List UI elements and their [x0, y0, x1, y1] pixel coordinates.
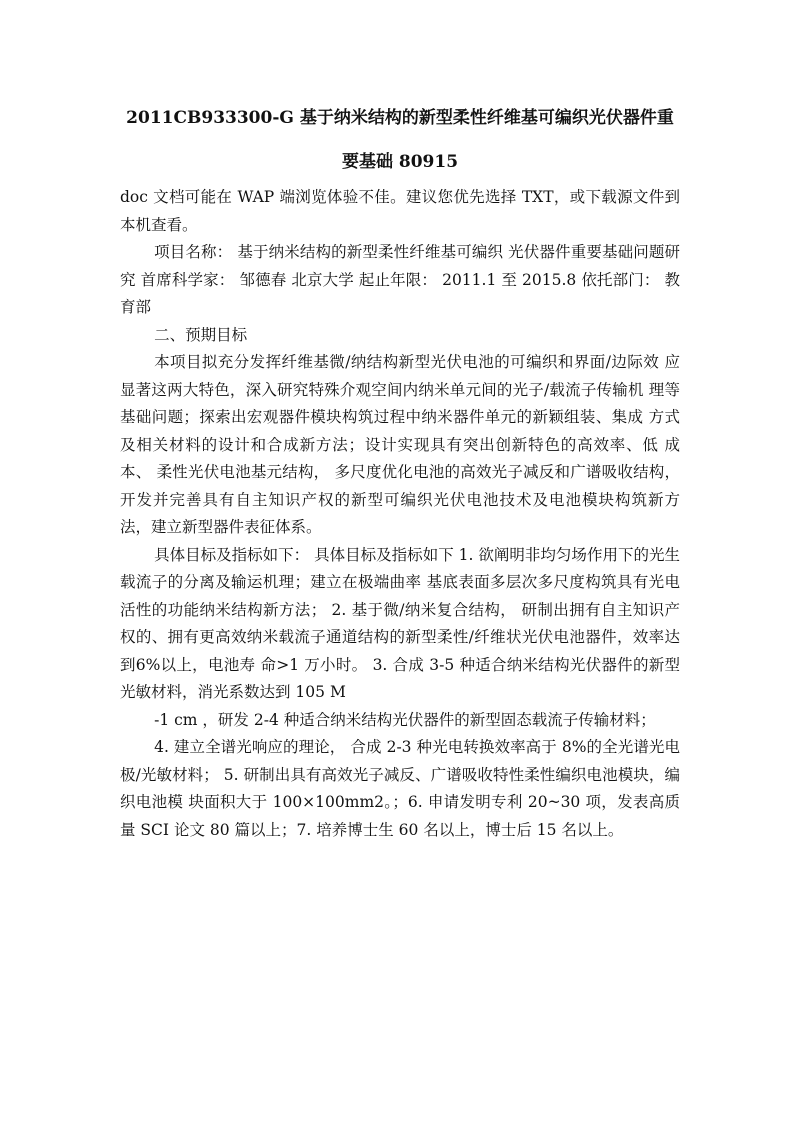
section-heading: 二、预期目标: [154, 325, 248, 344]
document-title-line-1: 2011CB933300-G 基于纳米结构的新型柔性纤维基可编织光伏器件重: [126, 108, 674, 128]
goal-paragraph: 本项目拟充分发挥纤维基微/纳结构新型光伏电池的可编织和界面/边际效 应显著这两大特色，深入研究特殊介观空间内纳米单元间的光子/载流子传输机 理等基础问题；探索出宏观器件模块构筑过程中纳米器件单元的新颖组装、集成 方式及相关材料的设计和合成新方法；设计实现具有突出创新特色的高效率、低 成本、 柔性光伏电池基元结构， 多尺度优化电池的高效光子减反和广谱吸收结构， 开发并完善具有自主知识产权的新型可编织光伏电池技术及电池模块构筑新方 法，建立新型器件表征体系。: [120, 353, 680, 536]
document-title-line-2: 要基础 80915: [341, 152, 459, 172]
document-page: [120, 96, 680, 844]
final-paragraph: 4. 建立全谱光响应的理论， 合成 2-3 种光电转换效率高于 8%的全光谱光电极/光敏材料； 5. 研制出具有高效光子减反、广谱吸收特性柔性编织电池模块，编织电池模 块面积大于 100×100mm2。；6. 申请发明专利 20~30 项，发表高质量 SCI 论文 80 篇以上；7. 培养博士生 60 名以上，博士后 15 名以上。: [120, 738, 680, 839]
project-info-paragraph: 项目名称： 基于纳米结构的新型柔性纤维基可编织 光伏器件重要基础问题研究 首席科学家： 邹德春 北京大学 起止年限： 2011.1 至 2015.8 依托部门： 教育部: [120, 243, 680, 316]
continuation-paragraph: -1 cm ，研发 2-4 种适合纳米结构光伏器件的新型固态载流子传输材料；: [154, 710, 656, 729]
wap-notice-paragraph: doc 文档可能在 WAP 端浏览体验不佳。建议您优先选择 TXT，或下载源文件到本机查看。: [120, 188, 680, 234]
targets-paragraph: 具体目标及指标如下： 具体目标及指标如下 1. 欲阐明非均匀场作用下的光生载流子的分离及输运机理；建立在极端曲率 基底表面多层次多尺度构筑具有光电活性的功能纳米结构新方法； 2. 基于微/纳米复合结构， 研制出拥有自主知识产权的、拥有更高效纳米载流子通道结构的新型柔性/纤维状光伏电池器件，效率达到6%以上，电池寿 命>1 万小时。 3. 合成 3-5 种适合纳米结构光伏器件的新型光敏材料，消光系数达到 105 M: [120, 545, 680, 701]
